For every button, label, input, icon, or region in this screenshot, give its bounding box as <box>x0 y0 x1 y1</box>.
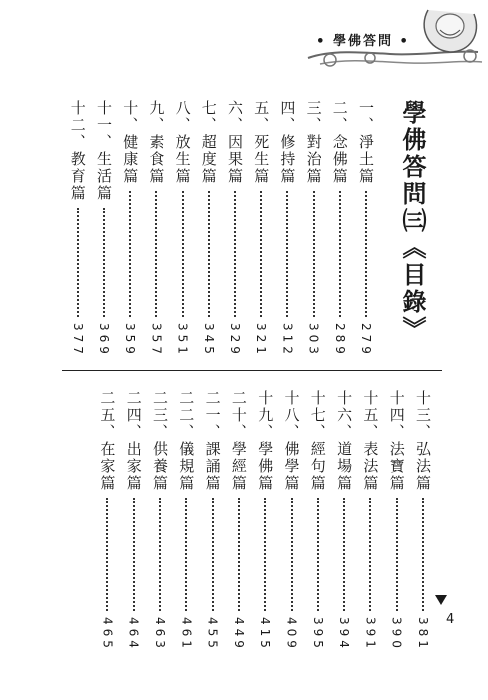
toc-entry-page: 415 <box>258 617 273 652</box>
toc-entry-page: 409 <box>284 617 299 652</box>
toc-entry-label: 十、健康篇 <box>121 100 140 185</box>
dot-leader <box>234 191 236 317</box>
dot-leader <box>182 191 184 317</box>
toc-entry-label: 十六、道場篇 <box>335 390 354 492</box>
toc-entry-label: 二二、儀規篇 <box>177 390 196 492</box>
dot-leader <box>396 498 398 611</box>
toc-entry-page: 303 <box>306 323 321 358</box>
dot-leader <box>317 498 319 611</box>
toc-entry[interactable] <box>124 390 144 652</box>
toc-entry-page: 329 <box>228 323 242 358</box>
dot-leader <box>343 498 345 611</box>
header-label: • 學佛答問 • <box>316 34 410 49</box>
toc-entry-page: 369 <box>97 323 111 358</box>
dot-leader <box>129 191 131 317</box>
toc-entry-label: 十八、佛學篇 <box>282 390 301 492</box>
toc-entry-page: 359 <box>123 323 138 358</box>
page-title: 學佛答問㈢《目錄》 <box>398 100 427 343</box>
toc-entry-page: 391 <box>363 617 378 652</box>
toc-entry-page: 394 <box>337 617 352 652</box>
toc-entry[interactable] <box>387 390 407 652</box>
toc-entry[interactable] <box>330 100 350 358</box>
dot-leader <box>365 191 367 317</box>
toc-entry[interactable] <box>225 100 245 358</box>
toc-entry-label: 十九、學佛篇 <box>256 390 275 492</box>
toc-entry-label: 二一、課誦篇 <box>203 390 222 492</box>
toc-entry[interactable] <box>308 390 328 652</box>
toc-entry-label: 八、放生篇 <box>173 100 192 185</box>
toc-entry-page: 312 <box>280 323 295 358</box>
toc-entry-label: 三、對治篇 <box>304 100 323 185</box>
toc-entry[interactable] <box>255 390 275 652</box>
toc-entry-label: 七、超度篇 <box>199 100 218 185</box>
toc-entry-page: 461 <box>179 617 194 652</box>
toc-entry-page: 345 <box>201 323 216 358</box>
toc-entry-page: 464 <box>126 617 141 652</box>
dot-leader <box>369 498 371 611</box>
toc-entry-label: 六、因果篇 <box>226 100 244 185</box>
toc-entry[interactable] <box>97 390 117 652</box>
dot-leader <box>155 191 157 317</box>
toc-entry[interactable] <box>277 100 297 358</box>
dot-leader <box>77 208 79 317</box>
toc-entry[interactable] <box>229 390 249 652</box>
dot-leader <box>339 191 341 317</box>
toc-entry-label: 二四、出家篇 <box>124 390 143 492</box>
dot-leader <box>422 498 424 611</box>
toc-entry[interactable] <box>360 390 380 652</box>
toc-entry[interactable] <box>334 390 354 652</box>
toc-entry[interactable] <box>356 100 376 358</box>
section-divider <box>62 370 442 371</box>
toc-entry-label: 二三、供養篇 <box>151 390 169 492</box>
toc-entry-page: 465 <box>100 617 115 652</box>
toc-entry-label: 十五、表法篇 <box>361 390 380 492</box>
toc-entry-page: 321 <box>254 323 269 358</box>
dot-leader <box>313 191 315 317</box>
toc-entry-page: 377 <box>70 323 85 358</box>
toc-entry-page: 351 <box>175 323 190 358</box>
dot-leader <box>260 191 262 317</box>
toc-entry-label: 二五、在家篇 <box>98 390 117 492</box>
toc-entry-label: 二、念佛篇 <box>330 100 349 185</box>
toc-entry[interactable] <box>150 390 170 652</box>
toc-entry-page: 390 <box>389 617 404 652</box>
toc-entry-label: 九、素食篇 <box>147 100 166 185</box>
triangle-down-icon <box>435 594 449 608</box>
toc-entry[interactable] <box>413 390 433 652</box>
dot-leader <box>286 191 288 317</box>
toc-entry-page: 289 <box>332 323 347 358</box>
dot-leader <box>159 498 161 611</box>
toc-entry[interactable] <box>120 100 140 358</box>
toc-entry-page: 357 <box>149 323 164 358</box>
toc-entry-label: 一、淨土篇 <box>357 100 375 185</box>
toc-entry[interactable] <box>173 100 193 358</box>
toc-entry-label: 十七、經句篇 <box>308 390 327 492</box>
dot-leader <box>212 498 214 611</box>
dot-leader <box>291 498 293 611</box>
toc-entry-page: 381 <box>416 617 430 652</box>
toc-entry-label: 十四、法寶篇 <box>387 390 406 492</box>
toc-entry[interactable] <box>94 100 114 358</box>
toc-entry[interactable] <box>176 390 196 652</box>
toc-entry-page: 395 <box>310 617 325 652</box>
toc-entry-page: 279 <box>359 323 373 358</box>
dot-leader <box>103 208 105 317</box>
dot-leader <box>185 498 187 611</box>
toc-entry[interactable] <box>199 100 219 358</box>
toc-entry-label: 十二、教育篇 <box>68 100 87 202</box>
dot-leader <box>106 498 108 611</box>
toc-entry-label: 五、死生篇 <box>252 100 271 185</box>
toc-entry-page: 449 <box>231 617 246 652</box>
page-number: 4 <box>446 612 455 627</box>
toc-entry-label: 二十、學經篇 <box>229 390 248 492</box>
toc-entry[interactable] <box>251 100 271 358</box>
toc-entry[interactable] <box>282 390 302 652</box>
dot-leader <box>208 191 210 317</box>
dot-leader <box>264 498 266 611</box>
toc-entry[interactable] <box>304 100 324 358</box>
toc-entry[interactable] <box>146 100 166 358</box>
toc-entry-label: 四、修持篇 <box>278 100 297 185</box>
dot-leader <box>238 498 240 611</box>
toc-entry[interactable] <box>68 100 88 358</box>
toc-entry-label: 十三、弘法篇 <box>414 390 432 492</box>
dot-leader <box>133 498 135 611</box>
toc-entry-page: 463 <box>153 617 167 652</box>
toc-entry-page: 455 <box>205 617 220 652</box>
toc-entry[interactable] <box>203 390 223 652</box>
toc-entry-label: 十一、生活篇 <box>95 100 113 202</box>
